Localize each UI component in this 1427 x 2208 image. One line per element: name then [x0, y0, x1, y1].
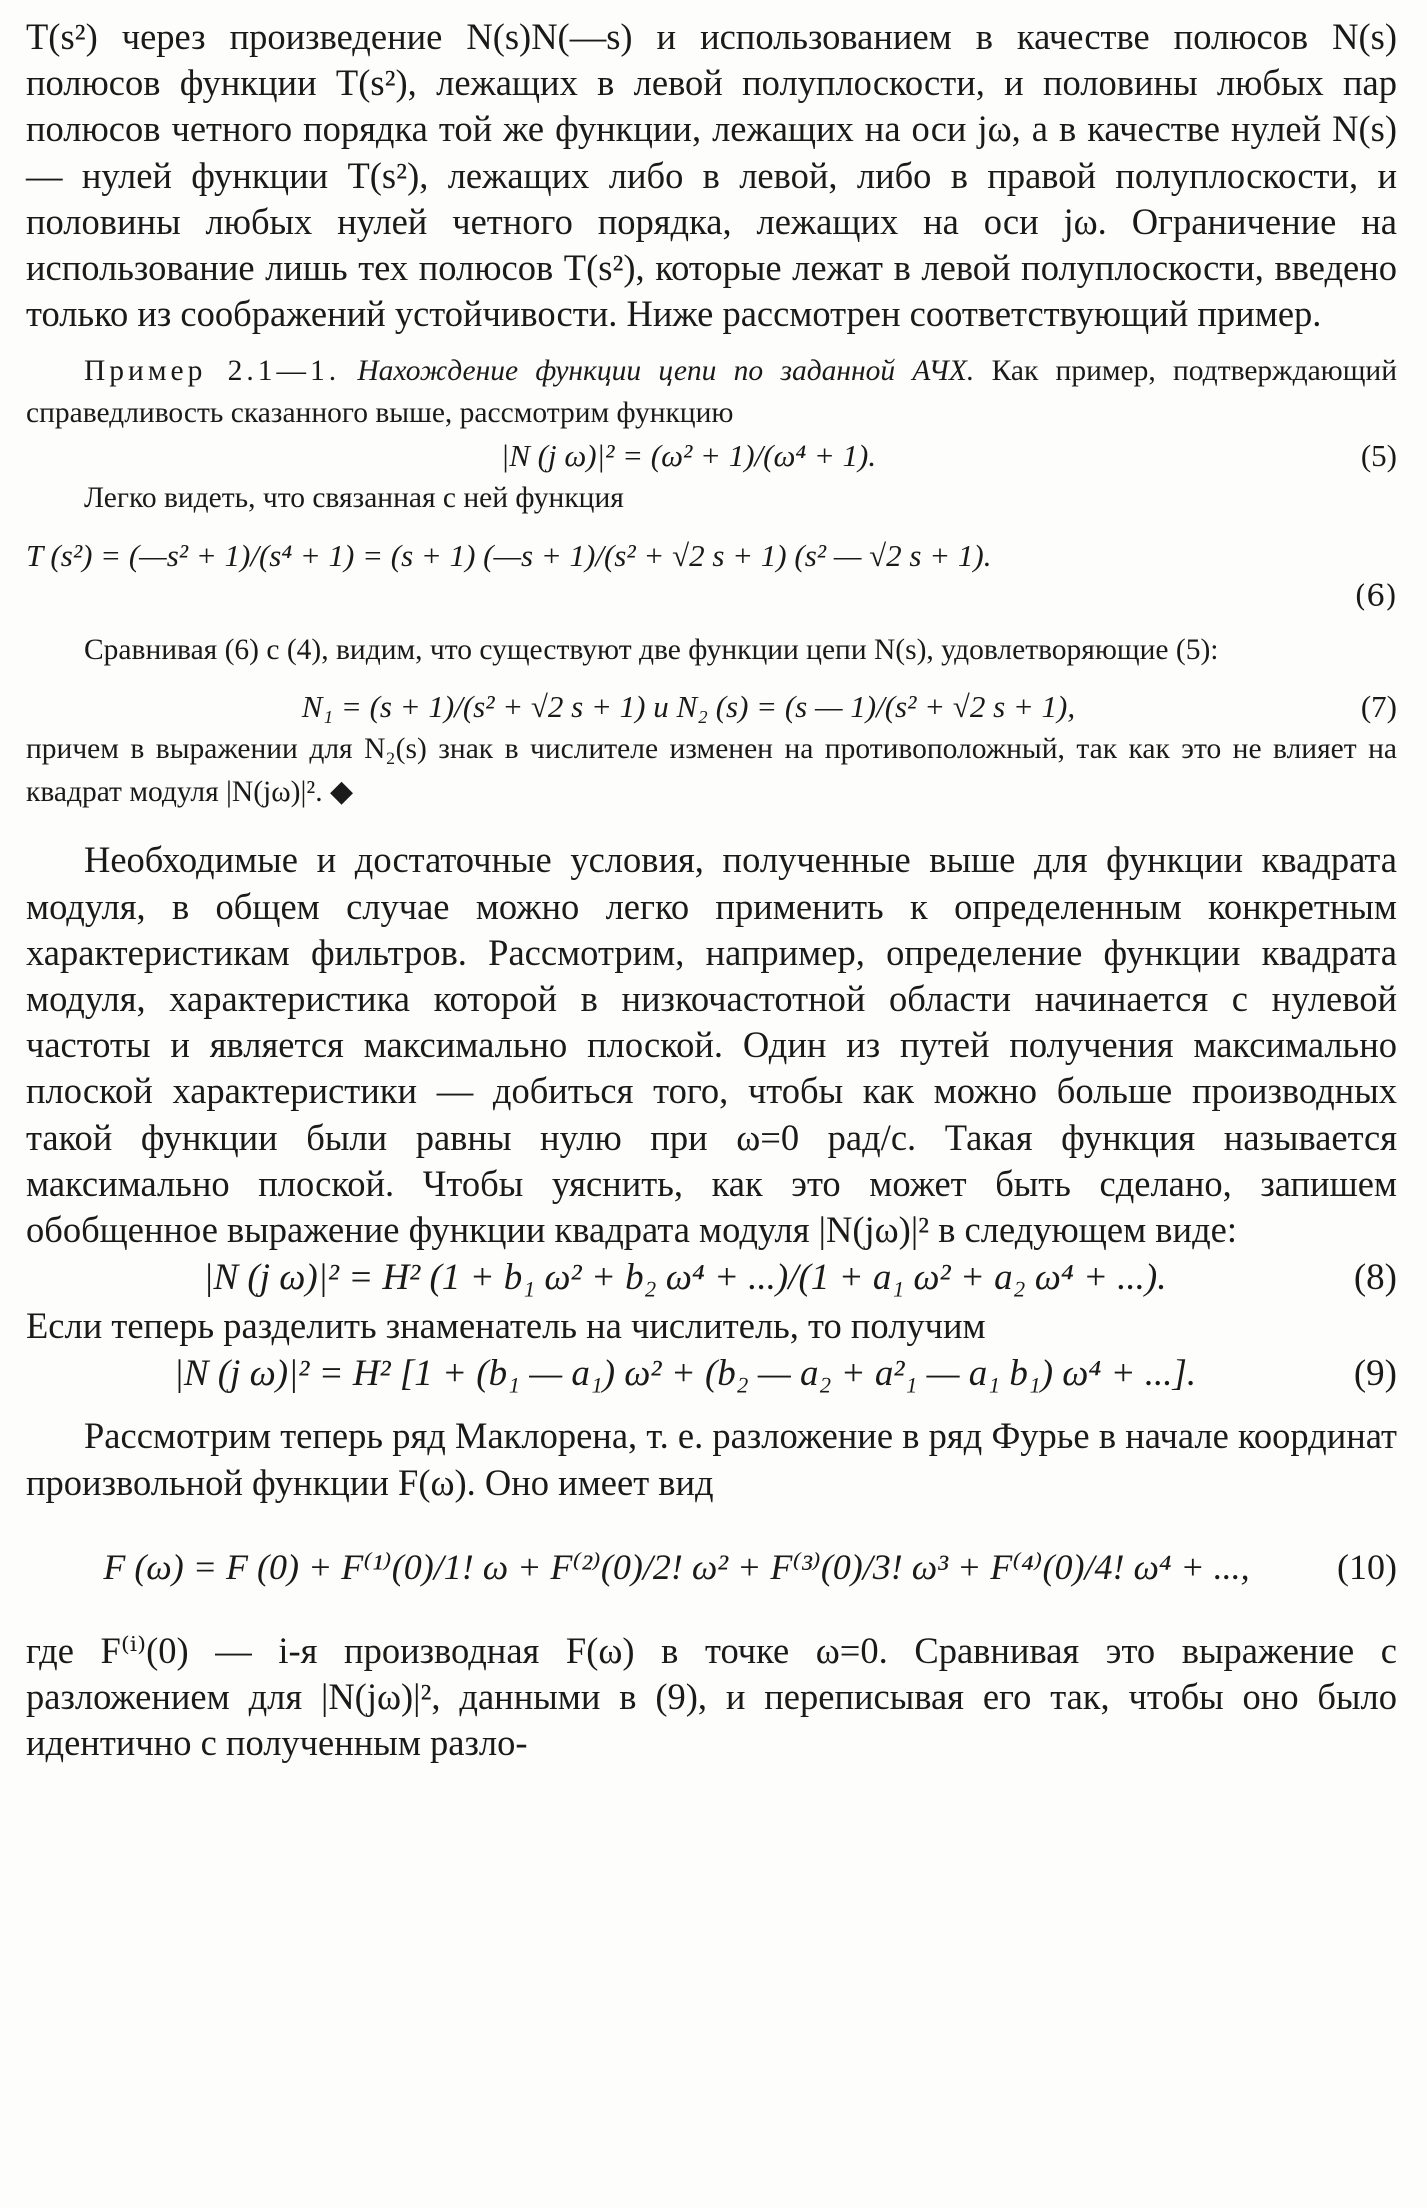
equation-6-number: (6) — [1354, 578, 1397, 614]
end-of-example-marker: ◆ — [330, 774, 354, 808]
equation-6 — [26, 534, 1397, 578]
example-paragraph — [26, 351, 1397, 434]
example-label: Пример 2.1—1. — [84, 355, 341, 388]
example-title: Нахождение функции цепи по заданной АЧХ. — [357, 355, 975, 388]
equation-10 — [26, 1506, 1397, 1628]
sign-text: причем в выражении для N₂(s) знак в числителе изменен на противоположный, так как это не влияет на квадрат модуля |N(jω)|². — [26, 733, 1397, 808]
equation-6-body: T (s²) = (—s² + 1)/(s⁴ + 1) = (s + 1) (—s + 1)/(s² + √2 s + 1) (s² — √2 s + 1). — [26, 537, 992, 573]
equation-7-number: (7) — [1360, 689, 1397, 725]
equation-8-body: |N (j ω)|² = H² (1 + b₁ ω² + b₂ ω⁴ + ...)/(1 + a₁ ω² + a₂ ω⁴ + ...). — [203, 1257, 1167, 1299]
easy-paragraph: Легко видеть, что связанная с ней функция — [84, 482, 624, 515]
sign-paragraph — [26, 729, 1397, 813]
paragraph-derivative: где F⁽ⁱ⁾(0) — i-я производная F(ω) в точке ω=0. Сравнивая это выражение с разложением для |N(jω)|², данными в (9), и переписывая его так, чтобы оно было идентично с полученным разло- — [26, 1629, 1397, 1764]
equation-7 — [26, 685, 1397, 729]
paragraph-intro: T(s²) через произведение N(s)N(—s) и использованием в качестве полюсов N(s) полюсов функции T(s²), лежащих в левой полуплоскости, и половины любых пар полюсов четного порядка той же функции, лежащих на оси jω, а в качестве нулей N(s) — нулей функции T(s²), лежащих либо в левой, либо в правой полуплоскости, и половины любых нулей четного порядка, лежащих на оси jω. Ограничение на использование лишь тех полюсов T(s²), которые лежат в левой полуплоскости, введено только из соображений устойчивости. Ниже рассмотрен соответствующий пример. — [26, 16, 1397, 335]
paragraph-divide: Если теперь разделить знаменатель на числитель, то получим — [26, 1305, 986, 1347]
equation-9-number: (9) — [1353, 1353, 1397, 1395]
equation-5-body: |N (j ω)|² = (ω² + 1)/(ω⁴ + 1). — [500, 438, 877, 474]
paragraph-maximally-flat: Необходимые и достаточные условия, полученные выше для функции квадрата модуля, в общем случае можно легко применить к определенным конкретным характеристикам фильтров. Рассмотрим, например, определение функции квадрата модуля, характеристика которой в низкочастотной области начинается с нулевой частоты и является максимально плоской. Один из путей получения максимально плоской характеристики — добиться того, чтобы как можно больше производных такой функции были равны нулю при ω=0 рад/с. Такая функция называется максимально плоской. Чтобы уяснить, как это может быть сделано, запишем обобщенное выражение функции квадрата модуля |N(jω)|² в следующем виде: — [26, 839, 1397, 1251]
equation-9 — [26, 1349, 1397, 1399]
equation-8-number: (8) — [1353, 1257, 1397, 1299]
equation-9-body: |N (j ω)|² = H² [1 + (b₁ — a₁) ω² + (b₂ — a₂ + a²₁ — a₁ b₁) ω⁴ + ...]. — [173, 1353, 1197, 1395]
equation-5-number: (5) — [1360, 438, 1397, 474]
paragraph-maclaurin: Рассмотрим теперь ряд Маклорена, т. е. разложение в ряд Фурье в начале координат произвольной функции F(ω). Оно имеет вид — [26, 1415, 1397, 1503]
compare-paragraph: Сравнивая (6) с (4), видим, что существуют две функции цепи N(s), удовлетворяющие (5): — [84, 633, 1219, 666]
equation-10-body: F (ω) = F (0) + F⁽¹⁾(0)/1! ω + F⁽²⁾(0)/2! ω² + F⁽³⁾(0)/3! ω³ + F⁽⁴⁾(0)/4! ω⁴ + ..., — [103, 1546, 1250, 1587]
equation-7-body: N₁ = (s + 1)/(s² + √2 s + 1) и N₂ (s) = (s — 1)/(s² + √2 s + 1), — [301, 689, 1076, 725]
equation-8 — [26, 1253, 1397, 1303]
example-text: Как пример, подтверждающий справедливость сказанного выше, рассмотрим функцию — [26, 355, 1398, 429]
equation-5 — [26, 434, 1397, 478]
equation-10-number: (10) — [1337, 1546, 1397, 1587]
